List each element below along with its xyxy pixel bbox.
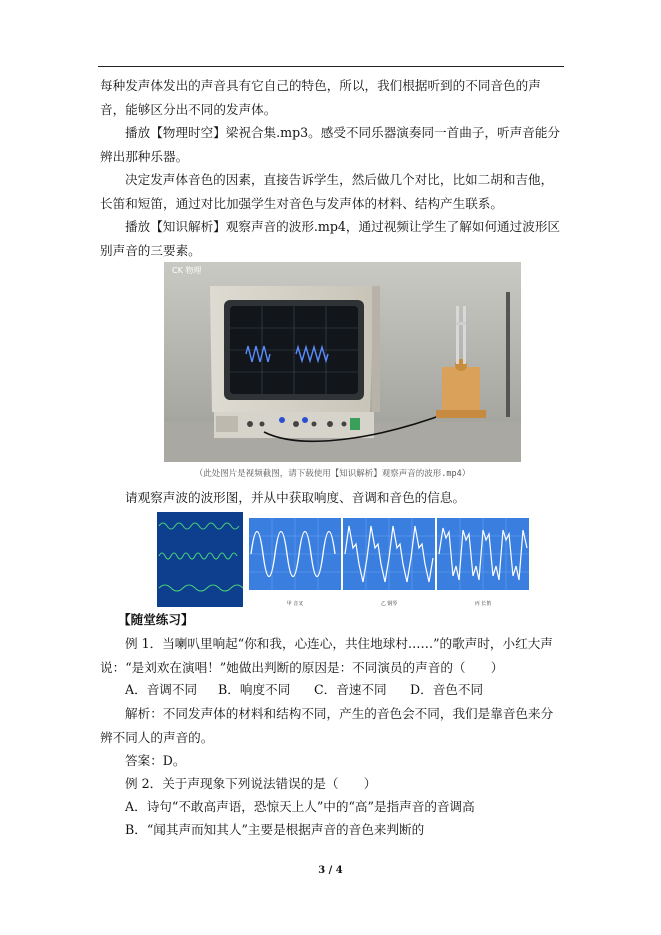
- question-2-option-b: B．“闻其声而知其人”主要是根据声音的音色来判断的: [125, 822, 425, 837]
- question-1-stem: 例 1．当喇叭里响起“你和我，心连心，共住地球村……”的歌声时，小红大声说：“是刘欢在演唱！”她做出判断的原因是：不同演员的声音的（ ）: [100, 636, 553, 675]
- waveform-piano: [343, 518, 435, 610]
- question-2-option-a: A．诗句“不敢高声语，恐惊天上人”中的“高”是指声音的音调高: [125, 799, 475, 814]
- waveform-label-piano: 乙 钢琴: [380, 601, 398, 607]
- waveform-label-tuning-fork: 甲 音叉: [286, 601, 304, 607]
- waveform-flute: [437, 518, 529, 610]
- question-1-analysis: 解析：不同发声体的材料和结构不同，产生的音色会不同，我们是靠音色来分辨不同人的声音的。: [100, 706, 554, 745]
- practice-heading: 【随堂练习】: [118, 612, 194, 627]
- paragraph-timbre-intro: 每种发声体发出的声音具有它自己的特色，所以，我们根据听到的不同音色的声音，能够区分出不同的发声体。: [100, 78, 541, 117]
- oscilloscope-figure: [164, 262, 521, 462]
- page-number: 3 / 4: [318, 865, 343, 876]
- option-b: B．响度不同: [218, 682, 291, 697]
- figure-caption: （此处图片是视频截图，请下载使用【知识解析】观察声音的波形.mp4）: [194, 469, 471, 479]
- waveform-comparison-image: [157, 512, 243, 607]
- option-d: D．音色不同: [410, 682, 484, 697]
- paragraph-timbre-factors: 决定发声体音色的因素，直接告诉学生，然后做几个对比，比如二胡和吉他，长笛和短笛，通过对比加强学生对音色与发声体的材料、结构产生联系。: [100, 172, 554, 211]
- paragraph-play-video: 播放【知识解析】观察声音的波形.mp4，通过视频让学生了解如何通过波形区别声音的三要素。: [100, 219, 561, 258]
- question-2-stem: 例 2．关于声现象下列说法错误的是（ ）: [125, 776, 377, 791]
- paragraph-waveform-prompt: 请观察声波的波形图，并从中获取响度、音调和音色的信息。: [125, 490, 466, 505]
- option-c: C．音速不同: [314, 682, 387, 697]
- waveform-label-flute: 丙 长笛: [474, 601, 492, 607]
- header-rule: [98, 66, 564, 67]
- question-1-answer: 答案：D。: [125, 753, 186, 768]
- waveform-tuning-fork: [249, 518, 341, 610]
- figure-logo: CK 物理: [172, 266, 202, 275]
- option-a: A．音调不同: [125, 682, 198, 697]
- paragraph-play-audio: 播放【物理时空】梁祝合集.mp3。感受不同乐器演奏同一首曲子，听声音能分辨出那种乐器。: [100, 125, 561, 164]
